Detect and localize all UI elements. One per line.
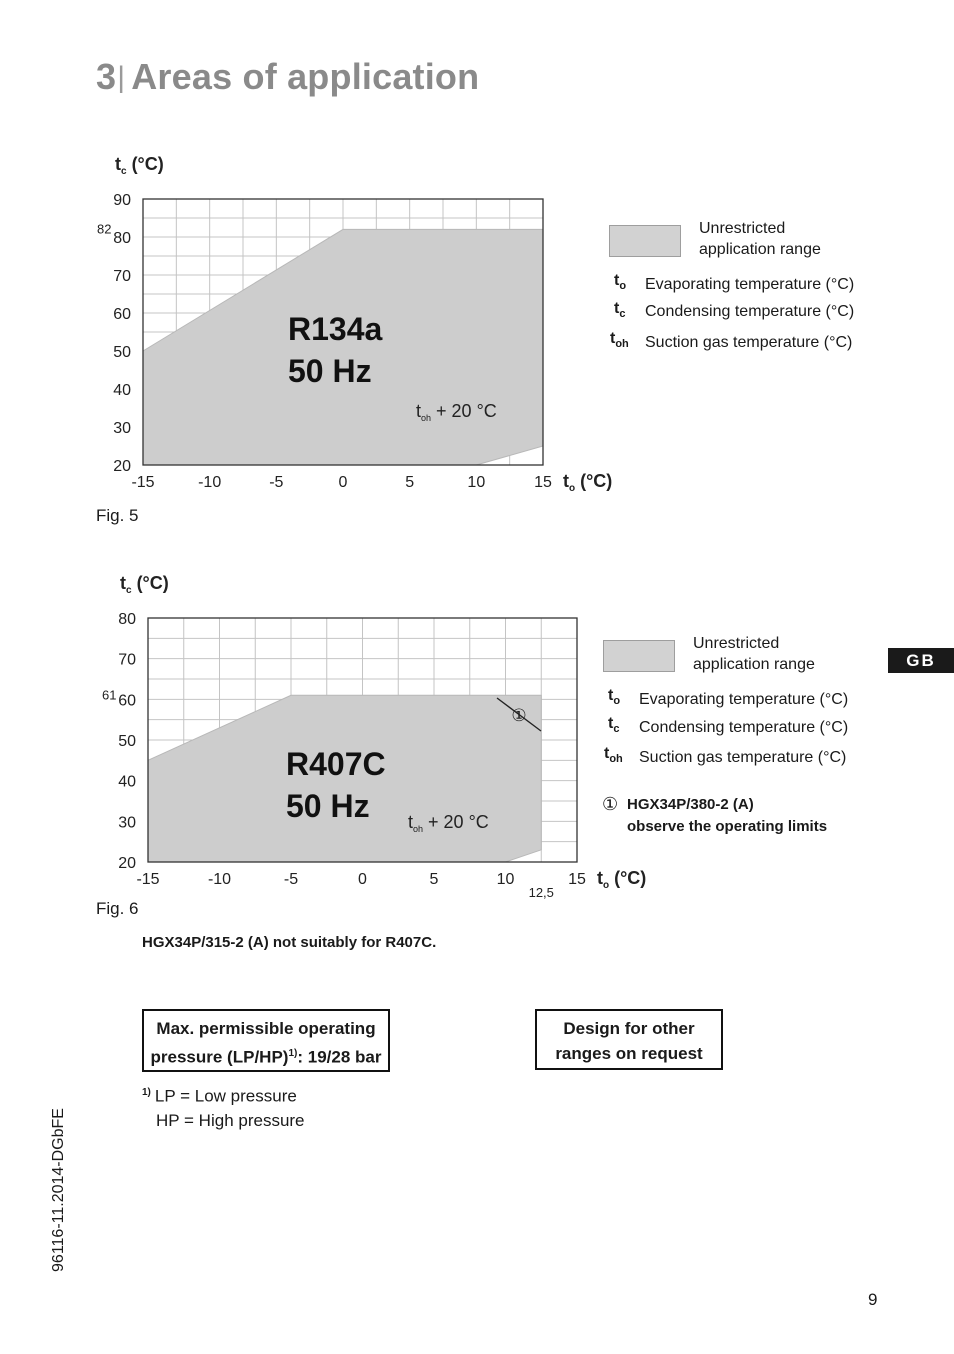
legend1-text-toh: Suction gas temperature (°C) bbox=[645, 334, 853, 351]
application-range-area bbox=[143, 229, 543, 465]
y-tick-label: 50 bbox=[118, 733, 136, 750]
y-tick-label: 70 bbox=[118, 651, 136, 669]
x-tick-label: 0 bbox=[358, 871, 367, 888]
legend1-item-tc bbox=[614, 300, 625, 320]
footnote-line1: LP = Low pressure bbox=[154, 1086, 297, 1106]
legend1-swatch bbox=[609, 225, 681, 257]
legend1-range-line2: application range bbox=[699, 241, 821, 258]
y-tick-label: 80 bbox=[118, 611, 136, 628]
note-line2: observe the operating limits bbox=[627, 818, 828, 835]
x-tick-label: -10 bbox=[207, 871, 232, 888]
note-line1: HGX34P/380-2 (A) bbox=[627, 796, 754, 813]
legend1-range-line1: Unrestricted bbox=[699, 220, 786, 237]
x-tick-label: 10 bbox=[496, 871, 515, 888]
x-tick-label: -10 bbox=[198, 474, 222, 491]
symbol-tc: $t_c$ bbox=[614, 300, 626, 321]
x-tick-label: 5 bbox=[429, 871, 439, 888]
y-tick-label: 70 bbox=[113, 268, 131, 285]
design-box bbox=[535, 1009, 723, 1070]
y-axis-title: $t_c$ (°C) bbox=[120, 573, 169, 596]
y-tick-label: 60 bbox=[118, 692, 136, 710]
legend1-range-label bbox=[699, 218, 821, 260]
legend2-range-line1: Unrestricted bbox=[693, 635, 780, 652]
y-tick-label: 80 bbox=[113, 230, 131, 247]
frequency-label: 50 Hz bbox=[288, 353, 372, 389]
x-tick-label: 10 bbox=[467, 474, 486, 491]
legend2-swatch bbox=[603, 640, 675, 672]
refrigerant-label: R407C bbox=[286, 746, 386, 782]
legend2-item-tc bbox=[608, 715, 619, 735]
symbol-tc: $t_c$ bbox=[608, 715, 620, 736]
design-line2: ranges on request bbox=[555, 1044, 703, 1063]
suction-gas-annotation: $t_{oh} + 20$ °C bbox=[416, 401, 497, 423]
r134a-application-chart bbox=[80, 140, 620, 500]
language-tab-gb[interactable]: GB bbox=[888, 648, 954, 673]
y-tick-label: 90 bbox=[113, 192, 131, 209]
symbol-toh: $t_{oh}$ bbox=[604, 745, 623, 766]
x-tick-label: 15 bbox=[568, 871, 586, 888]
page-number: 9 bbox=[868, 1290, 878, 1309]
x-tick-label: 0 bbox=[338, 474, 348, 491]
symbol-toh: $t_{oh}$ bbox=[610, 330, 629, 351]
legend1-text-tc: Condensing temperature (°C) bbox=[645, 303, 855, 320]
legend2-range-line2: application range bbox=[693, 656, 815, 673]
symbol-to: $t_o$ bbox=[614, 272, 627, 293]
frequency-label: 50 Hz bbox=[286, 788, 370, 824]
fig5-caption: Fig. 5 bbox=[96, 506, 139, 525]
y-tick-label: 20 bbox=[113, 458, 131, 475]
x-axis-title: $t_o$ (°C) bbox=[597, 868, 647, 891]
r407c-application-chart bbox=[80, 560, 660, 905]
footnote bbox=[142, 1081, 305, 1133]
y-tick-label-extra: 61 bbox=[102, 687, 117, 703]
x-tick-label: -5 bbox=[269, 474, 284, 491]
x-tick-label: -5 bbox=[283, 871, 299, 888]
y-tick-label-extra: 82 bbox=[97, 221, 112, 237]
max-pressure-line1: Max. permissible operating bbox=[156, 1019, 376, 1038]
design-line1: Design for other bbox=[563, 1019, 695, 1038]
legend2-range-label bbox=[693, 633, 815, 675]
marker-symbol: ① bbox=[511, 706, 527, 725]
not-suitable-remark: HGX34P/315-2 (A) not suitably for R407C. bbox=[142, 934, 437, 951]
y-tick-label: 60 bbox=[113, 306, 131, 323]
y-axis-title: $t_c$ (°C) bbox=[115, 154, 164, 177]
x-tick-label: 15 bbox=[534, 474, 552, 491]
max-pressure-line2: pressure $(LP/HP)^{1)}$: 19/28 bar bbox=[150, 1047, 382, 1067]
x-tick-label: 5 bbox=[405, 474, 415, 491]
y-tick-label: 40 bbox=[113, 382, 131, 399]
section-title: Areas of application bbox=[131, 56, 480, 97]
y-tick-label: 30 bbox=[113, 420, 131, 437]
max-pressure-box bbox=[142, 1009, 390, 1072]
fig6-caption: Fig. 6 bbox=[96, 899, 139, 918]
footnote-marker: 1) bbox=[142, 1087, 151, 1098]
page-title bbox=[96, 56, 479, 98]
document-id: 96116-11.2014-DGbFE bbox=[50, 1108, 67, 1272]
x-tick-label-extra: 12,5 bbox=[528, 885, 554, 900]
refrigerant-label: R134a bbox=[288, 311, 383, 347]
legend2-text-toh: Suction gas temperature (°C) bbox=[639, 749, 847, 766]
symbol-to: $t_o$ bbox=[608, 687, 621, 708]
legend2-item-toh bbox=[604, 745, 623, 765]
note-marker: ① bbox=[602, 794, 619, 814]
y-tick-label: 20 bbox=[118, 855, 136, 872]
legend2-text-to: Evaporating temperature (°C) bbox=[639, 691, 849, 708]
y-tick-label: 30 bbox=[118, 814, 136, 832]
x-axis-title: $t_o$ (°C) bbox=[563, 471, 613, 494]
legend2-item-to bbox=[608, 687, 620, 707]
legend2-text-tc: Condensing temperature (°C) bbox=[639, 719, 849, 736]
legend1-text-to: Evaporating temperature (°C) bbox=[645, 276, 855, 293]
legend1-item-toh bbox=[610, 330, 629, 350]
suction-gas-annotation: $t_{oh} + 20$ °C bbox=[408, 812, 489, 834]
section-number: 3 bbox=[96, 56, 117, 97]
title-separator: | bbox=[117, 61, 126, 94]
x-tick-label: -15 bbox=[136, 871, 160, 888]
legend1-item-to bbox=[614, 272, 626, 292]
x-tick-label: -15 bbox=[131, 474, 155, 491]
y-tick-label: 40 bbox=[118, 773, 136, 791]
footnote-line2: HP = High pressure bbox=[156, 1110, 305, 1130]
y-tick-label: 50 bbox=[113, 344, 131, 361]
